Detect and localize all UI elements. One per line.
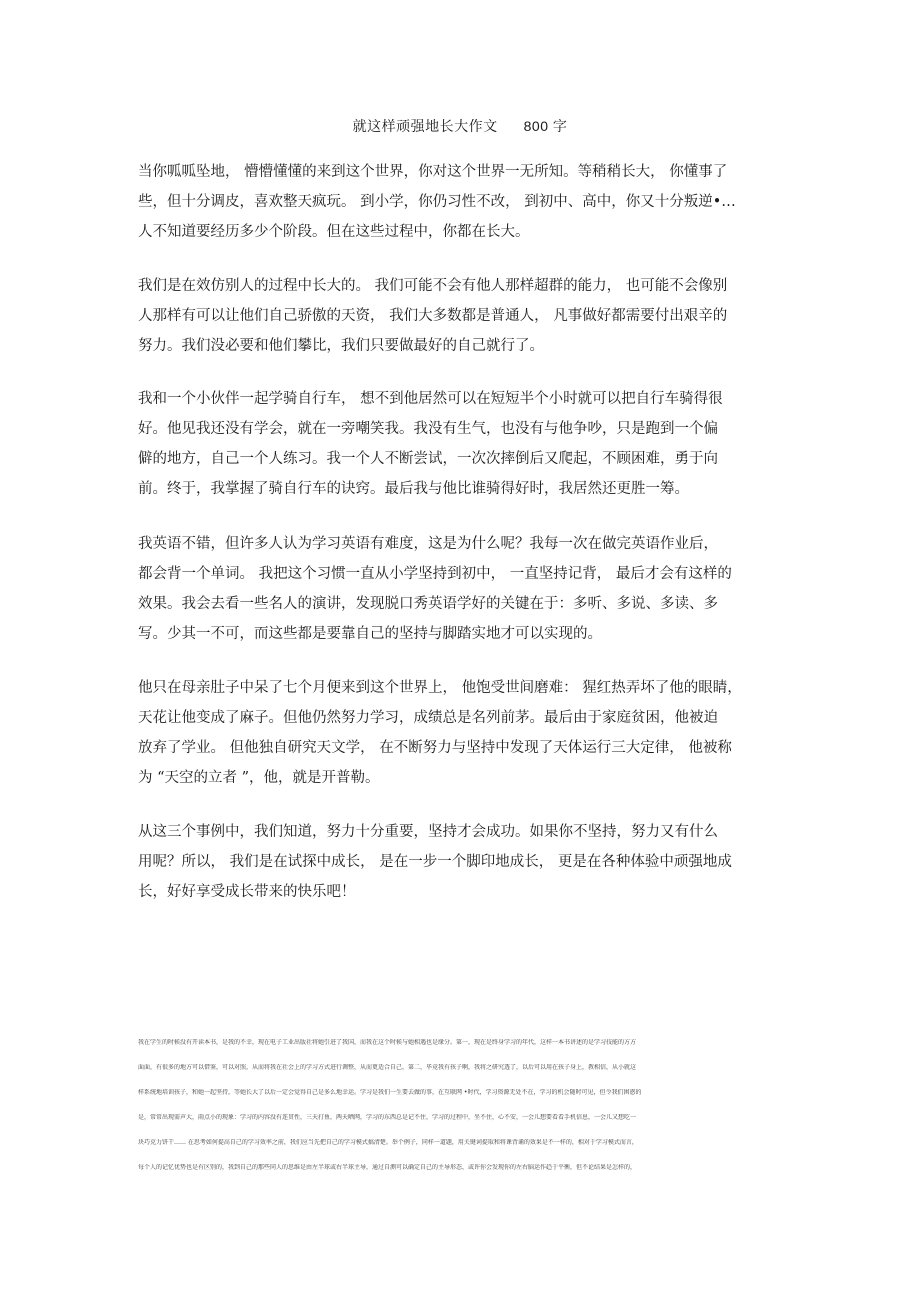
title-word-count: 800 字 — [523, 118, 568, 134]
title-text: 就这样顽强地长大作文 — [352, 119, 498, 135]
paragraph-line: 写。少其一不可，而这些都是要靠自己的坚持与脚踏实地才可以实现的。 — [138, 626, 602, 642]
paragraph-line: 天花让他变成了麻子。但他仍然努力学习，成绩总是名列前茅。最后由于家庭贫困，他被迫 — [138, 710, 718, 726]
paragraph-3 — [138, 384, 758, 504]
paragraph-line: 我们是在效仿别人的过程中长大的。 我们可能不会有他人那样超群的能力， 也可能不会像别 — [138, 278, 728, 294]
paragraph-line: 效果。我会去看一些名人的演讲，发现脱口秀英语学好的关键在于：多听、多说、多读、多 — [138, 596, 718, 612]
footer-line-3 — [138, 1089, 758, 1097]
footer-text: 块巧克力饼干…… 在思考如何提高自己的学习效率之前，我们应当先把自己的学习模式搞清楚。举个例子，同样一道题，用关键词提取和将课背诵的效果是不一样的，相对于学习模式而言， — [138, 1139, 638, 1146]
paragraph-line: 用呢？所以， 我们是在试探中成长， 是在一步一个脚印地成长， 更是在各种体验中顽强地成 — [138, 854, 732, 870]
paragraph-line: 僻的地方，自己一个人练习。我一个人不断尝试，一次次摔倒后又爬起，不顾困难，勇于向 — [138, 451, 718, 467]
footer-text: 样系统地培训孩子，和她一起坚持，等她长大了以后一定会觉得自己是多么地幸运。学习是我们一生要去做的事，在互联网 •时代，学习资源无处不在，学习的机会随时可见，但令我们困惑的 — [138, 1089, 642, 1096]
paragraph-6 — [138, 817, 758, 907]
paragraph-line: 当你呱呱坠地， 懵懵懂懂的来到这个世界，你对这个世界一无所知。等稍稍长大， 你懂事了 — [138, 164, 728, 180]
paragraph-line: 我英语不错，但许多人认为学习英语有难度，这是为什么呢？我每一次在做完英语作业后， — [138, 536, 718, 552]
footer-line-1 — [138, 1039, 758, 1047]
footer-line-2 — [138, 1064, 758, 1072]
paragraph-2 — [138, 271, 758, 361]
paragraph-line: 他只在母亲肚子中呆了七个月便来到这个世界上， 他饱受世间磨难： 猩红热弄坏了他的眼睛， — [138, 680, 742, 696]
paragraph-4 — [138, 529, 758, 649]
footer-line-4 — [138, 1114, 758, 1122]
paragraph-line: 些，但十分调皮，喜欢整天疯玩。 到小学，你仍习性不改， 到初中、高中，你又十分叛逆•… — [138, 194, 736, 210]
paragraph-line: 努力。我们没必要和他们攀比，我们只要做最好的自己就行了。 — [138, 338, 544, 354]
paragraph-line: 从这三个事例中，我们知道，努力十分重要，坚持才会成功。如果你不坚持，努力又有什么 — [138, 824, 718, 840]
paragraph-line: 我和一个小伙伴一起学骑自行车， 想不到他居然可以在短短半个小时就可以把自行车骑得很 — [138, 391, 723, 407]
footer-text: 每个人的记忆优势也是有区别的，我到自己的那些同人的思维是由左半球或右半球主导，通过自测可以确定自己的主导形态，或许你会发现你的左右脑运作趋于平衡，但不论结果是怎样的， — [138, 1164, 637, 1171]
paragraph-line: 人那样有可以让他们自己骄傲的天资， 我们大多数都是普通人， 凡事做好都需要付出艰辛的 — [138, 308, 728, 324]
paragraph-line: 人不知道要经历多少个阶段。但在这些过程中，你都在长大。 — [138, 224, 530, 240]
document-title — [0, 116, 920, 136]
paragraph-line: 放弃了学业。 但他独自研究天文学， 在不断努力与坚持中发现了天体运行三大定律， 他被称 — [138, 740, 732, 756]
paragraph-line: 长，好好享受成长带来的快乐吧！ — [138, 884, 356, 900]
footer-text: 是，常常出现需声大，雨点小的现象：学习的内容没有连贯性，三天打鱼，两天晒网，学习的东西总是记不住，学习的过程中，坐不住，心不安，一会儿想要看看手机信息，一会儿又想吃一 — [138, 1114, 637, 1121]
paragraph-line: 都会背一个单词。 我把这个习惯一直从小学坚持到初中， 一直坚持记背， 最后才会有这样的 — [138, 566, 732, 582]
footer-text: 面面，有很多的地方可以借鉴，可以对照，从而将我在社会上的学习方式进行调整，从而更适合自己，第二，毕竟我有孩子啊，我将之研究透了，以后可以用在孩子身上，教相信，从小就这 — [138, 1064, 637, 1071]
paragraph-line: 为 “天空的立者 ”，他，就是开普勒。 — [138, 770, 380, 786]
paragraph-1 — [138, 157, 758, 247]
paragraph-line: 前。终于，我掌握了骑自行车的诀窍。最后我与他比谁骑得好时，我居然还更胜一筹。 — [138, 481, 689, 497]
footer-line-5 — [138, 1139, 758, 1147]
footer-text: 我在学生的时候没有开读本书，是我的不幸，现在电子工业出版社将她引进了我国，而我在这个时候与她相遇也是缘分。第一，现在是终身学习的年代，这样一本书讲述的是学习技能的方方 — [138, 1039, 637, 1046]
paragraph-line: 好。他见我还没有学会，就在一旁嘲笑我。我没有生气，也没有与他争吵，只是跑到一个偏 — [138, 421, 718, 437]
footer-line-6 — [138, 1164, 758, 1172]
paragraph-5 — [138, 673, 758, 793]
